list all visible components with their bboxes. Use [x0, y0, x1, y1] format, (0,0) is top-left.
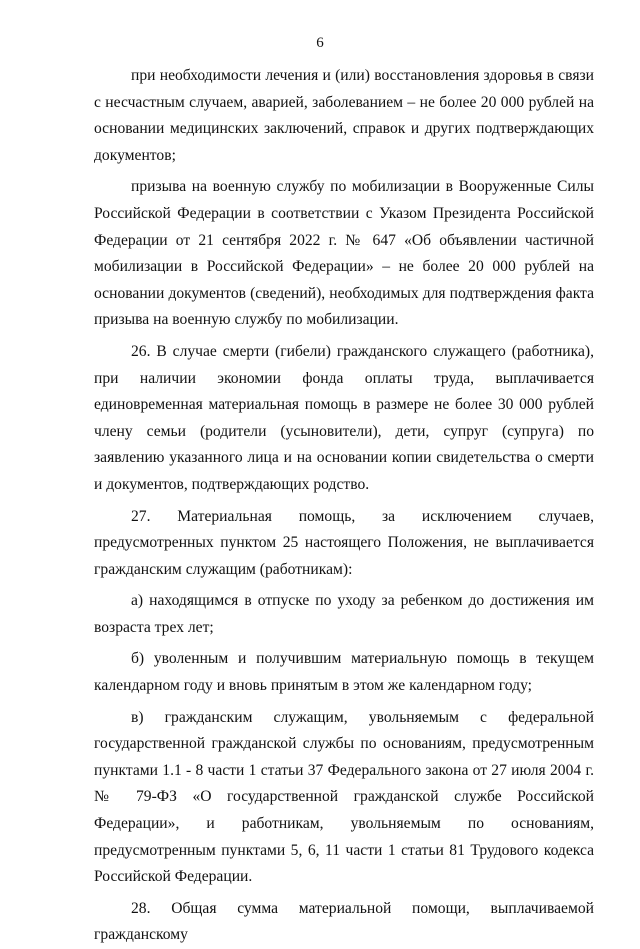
paragraph-item-28: 28. Общая сумма материальной помощи, выплачиваемой гражданскому [94, 899, 594, 944]
paragraph-mobilization: призыва на военную службу по мобилизации в Вооруженные Силы Российской Федерации в соответствии с Указом Президента Российской Федерации от 21 сентября 2022 г. № 647 «Об объявлении частичной мобилизации в Российской Федерации» – не более 20 000 рублей на основании документов (сведений), необходимых для подтверждения факта призыва на военную службу по мобилизации. [94, 178, 594, 329]
paragraph-medical-treatment: при необходимости лечения и (или) восстановления здоровья в связи с несчастным случаем, аварией, заболеванием – не более 20 000 рублей на основании медицинских заключений, справок и других подтверждающих документов; [94, 67, 594, 164]
paragraph-item-27-a: а) находящимся в отпуске по уходу за ребенком до достижения им возраста трех лет; [94, 592, 594, 636]
paragraph-item-27-b: б) уволенным и получившим материальную помощь в текущем календарном году и вновь принятым в этом же календарном году; [94, 650, 594, 695]
document-body [94, 63, 594, 949]
page-number: 6 [316, 35, 324, 51]
paragraph-item-27-c: в) гражданским служащим, увольняемым с федеральной государственной гражданской службы по основаниям, предусмотренным пунктами 1.1 - 8 части 1 статьи 37 Федерального закона от 27 июля 2004 г. № 79-ФЗ «О государственной гражданской службе Российской Федерации», и работникам, увольняемым по основаниям, предусмотренным пунктами 5, 6, 11 части 1 статьи 81 Трудового кодекса Российской Федерации. [94, 708, 594, 886]
paragraph-item-27: 27. Материальная помощь, за исключением случаев, предусмотренных пунктом 25 настоящего Положения, не выплачивается гражданским служащим (работникам): [94, 507, 594, 578]
paragraph-item-26: 26. В случае смерти (гибели) гражданского служащего (работника), при наличии экономии фонда оплаты труда, выплачивается единовременная материальная помощь в размере не более 30 000 рублей члену семьи (родители (усыновители), дети, супруг (супруга) по заявлению указанного лица и на основании копии свидетельства о смерти и документов, подтверждающих родство. [94, 342, 594, 493]
